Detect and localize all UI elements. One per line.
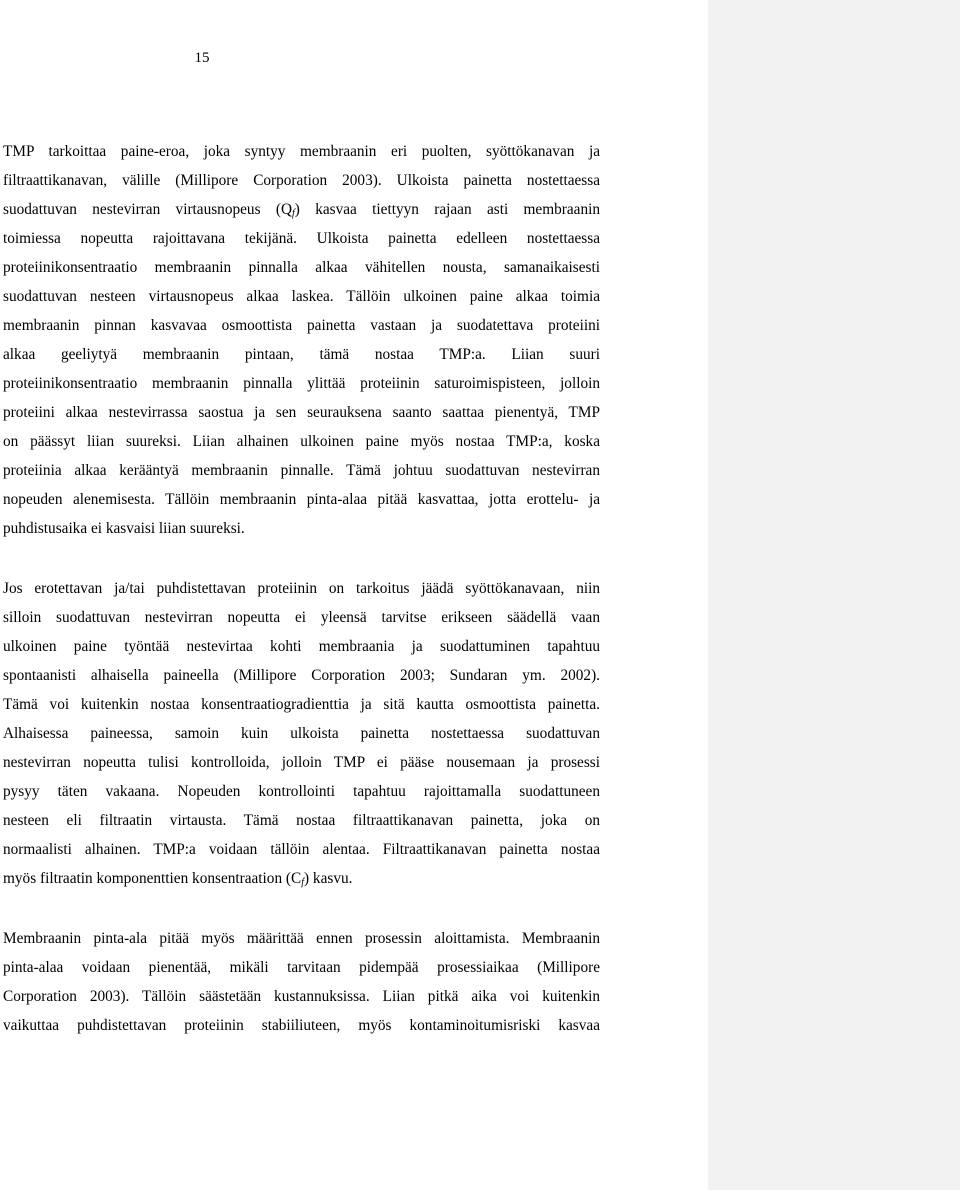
paragraph-3-line: Corporation 2003). Tällöin säästetään kustannuksissa. Liian pitkä aika voi kuitenkin [3,988,600,1005]
paragraph-2-line: nesteen eli filtraatin virtausta. Tämä nostaa filtraattikanavan painetta, joka on [3,812,600,829]
paragraph-1-line: TMP tarkoittaa paine-eroa, joka syntyy membraanin eri puolten, syöttökanavan ja [3,143,600,160]
paragraph-3-line: vaikuttaa puhdistettavan proteiinin stabiiliuteen, myös kontaminoitumisriski kasvaa [3,1017,600,1034]
paragraph-2-line: Alhaisessa paineessa, samoin kuin ulkoista painetta nostettaessa suodattuvan [3,725,600,742]
paragraph-1-line: filtraattikanavan, välille (Millipore Corporation 2003). Ulkoista painetta nostettaessa [3,172,600,189]
paragraph-1-line: proteiinikonsentraatio membraanin pinnalla ylittää proteiinin saturoimispisteen, jolloin [3,375,600,392]
paragraph-1-line: toimiessa nopeutta rajoittavana tekijänä. Ulkoista painetta edelleen nostettaessa [3,230,600,247]
paragraph-1-line [3,200,600,224]
paragraph-2-line: nestevirran nopeutta tulisi kontrolloida, jolloin TMP ei pääse nousemaan ja prosessi [3,754,600,771]
line-text-before: myös filtraatin komponenttien konsentraation (C [3,870,302,887]
paragraph-2-line: spontaanisti alhaisella paineella (Millipore Corporation 2003; Sundaran ym. 2002). [3,667,600,684]
paragraph-1-line: proteiinia alkaa kerääntyä membraanin pinnalle. Tämä johtuu suodattuvan nestevirran [3,462,600,479]
paragraph-2-line: pysyy täten vakaana. Nopeuden kontrollointi tapahtuu rajoittamalla suodattuneen [3,783,600,800]
paragraph-1-line: on päässyt liian suureksi. Liian alhainen ulkoinen paine myös nostaa TMP:a, koska [3,433,600,450]
paragraph-2-line: silloin suodattuvan nestevirran nopeutta ei yleensä tarvitse erikseen säädellä vaan [3,609,600,626]
comment-margin-panel [708,0,960,1190]
paragraph-2-line: Jos erotettavan ja/tai puhdistettavan proteiinin on tarkoitus jäädä syöttökanavaan, niin [3,580,600,597]
paragraph-2-line: normaalisti alhainen. TMP:a voidaan tällöin alentaa. Filtraattikanavan painetta nostaa [3,841,600,858]
subscript-f: f [301,877,305,888]
paragraph-2-line [3,869,600,893]
subscript-f: f [292,208,295,219]
paragraph-1-line: proteiini alkaa nestevirrassa saostua ja sen seurauksena saanto saattaa pienentyä, TMP [3,404,600,421]
paragraph-1-line: proteiinikonsentraatio membraanin pinnalla alkaa vähitellen nousta, samanaikaisesti [3,259,600,276]
paragraph-1-line: alkaa geeliytyä membraanin pintaan, tämä nostaa TMP:a. Liian suuri [3,346,600,363]
line-text-before: suodattuvan nestevirran virtausnopeus (Q [3,201,293,218]
paragraph-3-line: Membraanin pinta-ala pitää myös määrittää ennen prosessin aloittamista. Membraanin [3,930,600,947]
line-text-after: ) kasvaa tiettyyn rajaan asti membraanin [294,201,600,218]
paragraph-1-line: membraanin pinnan kasvavaa osmoottista painetta vastaan ja suodatettava proteiini [3,317,600,334]
paragraph-3-line: pinta-alaa voidaan pienentää, mikäli tarvitaan pidempää prosessiaikaa (Millipore [3,959,600,976]
paragraph-2-line: ulkoinen paine työntää nestevirtaa kohti membraania ja suodattuminen tapahtuu [3,638,600,655]
paragraph-1-line: suodattuvan nesteen virtausnopeus alkaa laskea. Tällöin ulkoinen paine alkaa toimia [3,288,600,305]
page-number: 15 [194,50,210,66]
paragraph-1-line: puhdistusaika ei kasvaisi liian suureksi. [3,520,245,537]
line-text-after: ) kasvu. [304,870,353,887]
paragraph-1-line: nopeuden alenemisesta. Tällöin membraanin pinta-alaa pitää kasvattaa, jotta erottelu- ja [3,491,600,508]
paragraph-2-line: Tämä voi kuitenkin nostaa konsentraatiogradienttia ja sitä kautta osmoottista painetta. [3,696,600,713]
